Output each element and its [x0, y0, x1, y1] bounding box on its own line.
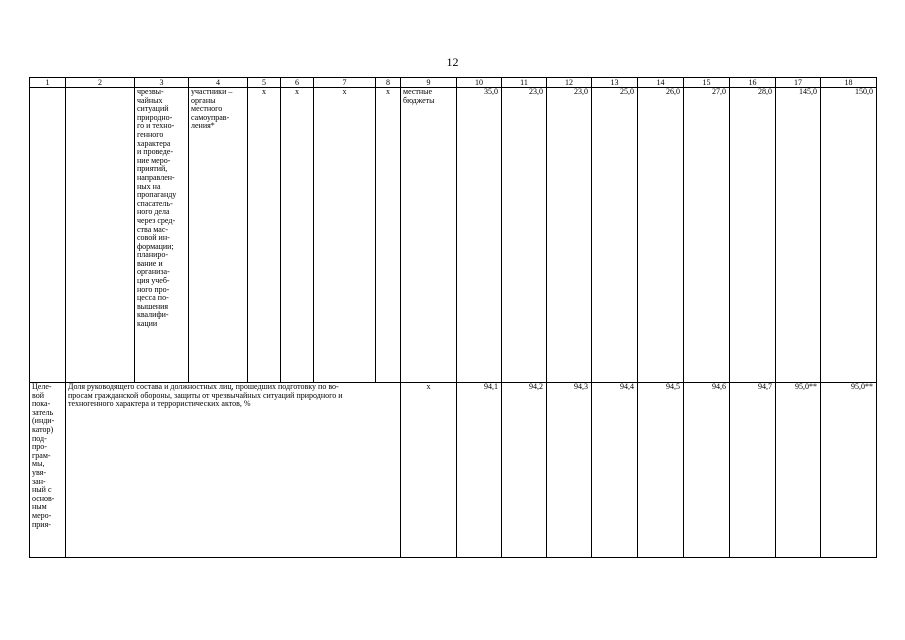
funding-source-cell: местные бюджеты [401, 88, 457, 383]
value-cell: 94,7 [730, 383, 776, 558]
value-cell: 94,5 [638, 383, 684, 558]
column-number: 3 [135, 78, 189, 88]
value-cell: 25,0 [592, 88, 638, 383]
activity-description: чрезвы- чайных ситуаций природно- го и техно- генного характера и проведе- ние меро- приятий, направлен- ных на пропаганду спасатель- ного дела через сред- ства мас- совой ин- формации; планиро- вание и организа- ция учеб- ного про- цесса по- вышения квалифи- кации [135, 88, 189, 383]
value-cell: 28,0 [730, 88, 776, 383]
value-cell: 23,0 [502, 88, 547, 383]
value-cell: 23,0 [547, 88, 592, 383]
column-number: 11 [502, 78, 547, 88]
participants-cell: участники – органы местного самоуправ- ления* [189, 88, 248, 383]
value-cell: 94,1 [457, 383, 502, 558]
value-cell: 95,0** [821, 383, 877, 558]
column-number: 9 [401, 78, 457, 88]
column-number: 13 [592, 78, 638, 88]
column-number: 8 [376, 78, 401, 88]
page-number: 12 [446, 55, 459, 69]
program-table [29, 77, 877, 558]
column-number: 18 [821, 78, 877, 88]
value-cell: 35,0 [457, 88, 502, 383]
column-number: 16 [730, 78, 776, 88]
table-cell: х [281, 88, 314, 383]
table-row [30, 383, 877, 558]
value-cell: 150,0 [821, 88, 877, 383]
column-number: 14 [638, 78, 684, 88]
table-cell [66, 88, 135, 383]
column-number: 6 [281, 78, 314, 88]
indicator-label-cell: Целе- вой пока- затель (инди- катор) под- про- грам- мы, увя- зан- ный с основ- ным меро- прия- [30, 383, 66, 558]
value-cell: 26,0 [638, 88, 684, 383]
indicator-description: Доля руководящего состава и должностных лиц, прошедших подготовку по во- просам гражданской обороны, защиты от чрезвычайных ситуаций природного и техногенного характера и террористических актов, % [66, 383, 401, 558]
value-cell: 27,0 [684, 88, 730, 383]
column-number: 2 [66, 78, 135, 88]
table-cell: х [376, 88, 401, 383]
value-cell: 145,0 [776, 88, 821, 383]
column-number: 4 [189, 78, 248, 88]
value-cell: 94,3 [547, 383, 592, 558]
column-number: 17 [776, 78, 821, 88]
table-cell: х [248, 88, 281, 383]
table-row [30, 88, 877, 383]
column-number: 5 [248, 78, 281, 88]
value-cell: 95,0** [776, 383, 821, 558]
column-number: 10 [457, 78, 502, 88]
table-cell: х [401, 383, 457, 558]
column-number: 12 [547, 78, 592, 88]
column-number-row [30, 78, 877, 88]
column-number: 15 [684, 78, 730, 88]
table-cell [30, 88, 66, 383]
value-cell: 94,2 [502, 383, 547, 558]
table-cell: х [314, 88, 376, 383]
column-number: 1 [30, 78, 66, 88]
value-cell: 94,6 [684, 383, 730, 558]
value-cell: 94,4 [592, 383, 638, 558]
column-number: 7 [314, 78, 376, 88]
